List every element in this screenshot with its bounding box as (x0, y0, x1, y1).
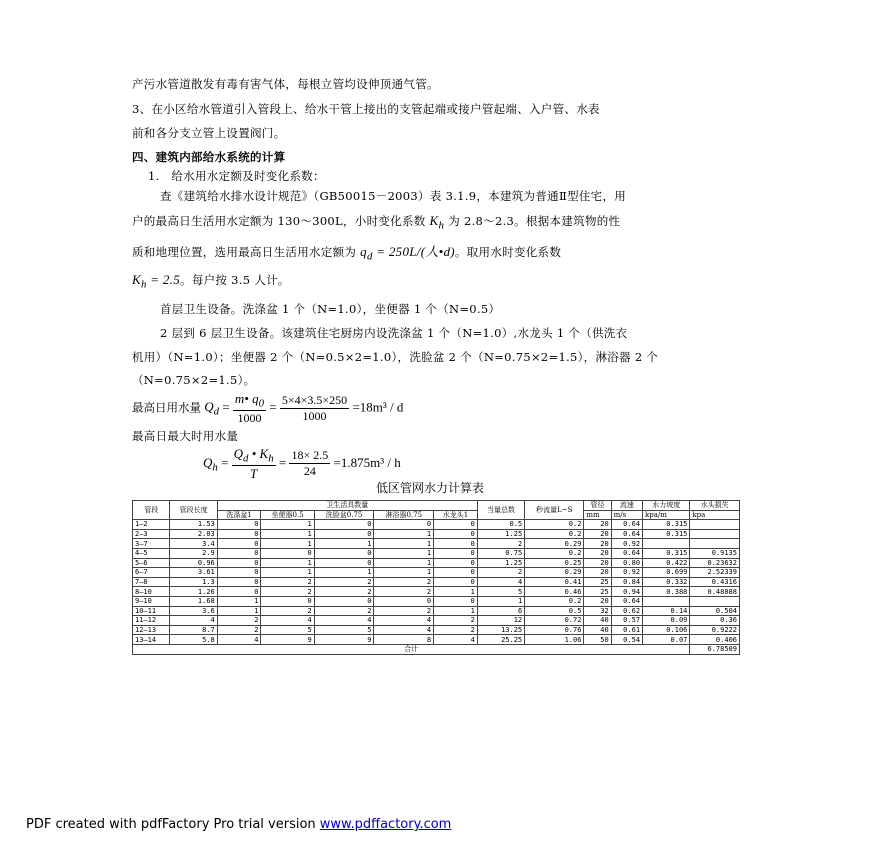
equals-sign: = (222, 399, 230, 415)
table-cell: 0.2 (525, 548, 584, 558)
table-cell: 4 (374, 616, 434, 626)
table-row (133, 635, 740, 645)
table-cell: 0.315 (643, 548, 690, 558)
table-cell: 9 (314, 635, 374, 645)
table-cell: 2 (434, 625, 478, 635)
table-cell: 0.36 (690, 616, 740, 626)
table-cell: 4 (217, 635, 261, 645)
table-cell: 0.699 (643, 568, 690, 578)
table-cell: 20 (584, 520, 611, 530)
table-cell: 0.406 (690, 635, 740, 645)
table-cell: 0.80 (611, 558, 642, 568)
paragraph-text: 户的最高日生活用水定额为 130～300L，小时变化系数 (132, 214, 430, 228)
paragraph-line: 前和各分支立管上设置阀门。 (132, 126, 286, 140)
table-cell: 1—2 (133, 520, 170, 530)
table-row (133, 606, 740, 616)
table-cell: 2 (477, 539, 524, 549)
table-cell: 0.54 (611, 635, 642, 645)
table-cell: 8.7 (170, 625, 217, 635)
table-row (133, 539, 740, 549)
table-cell: 0.106 (643, 625, 690, 635)
unit-gradient: kpa/m (643, 510, 690, 520)
table-cell: 20 (584, 548, 611, 558)
paragraph-line (132, 241, 561, 263)
table-cell: 0 (434, 539, 478, 549)
table-cell: 1 (314, 539, 374, 549)
math-symbol: K (132, 272, 141, 287)
table-cell: 12—13 (133, 625, 170, 635)
table-cell: 20 (584, 568, 611, 578)
table-row (133, 558, 740, 568)
table-cell: 2 (477, 568, 524, 578)
fraction (289, 448, 330, 479)
table-cell: 1 (374, 558, 434, 568)
paragraph-line: （N=0.75×2=1.5）。 (132, 373, 256, 387)
table-cell: 20 (584, 596, 611, 606)
paragraph-line: 2 层到 6 层卫生设备。该建筑住宅厨房内设洗涤盆 1 个（N=1.0）,水龙头 1 个（供洗衣 (160, 326, 628, 340)
table-cell: 1 (261, 539, 314, 549)
table-cell: 0.72 (525, 616, 584, 626)
table-cell: 0.422 (643, 558, 690, 568)
table-cell: 2—3 (133, 529, 170, 539)
table-cell: 3.4 (170, 539, 217, 549)
table-cell: 5 (477, 587, 524, 597)
table-cell: 0 (314, 548, 374, 558)
math-symbol: m• q (234, 391, 259, 406)
formula-lhs (203, 454, 218, 474)
table-cell: 0.84 (611, 577, 642, 587)
table-cell: 0.64 (611, 529, 642, 539)
fraction (280, 393, 349, 424)
paragraph-line: 3、在小区给水管道引入管段上、给水干管上接出的支管起端或接户管起端、入户管、水表 (132, 102, 600, 116)
table-cell: 1 (374, 568, 434, 578)
table-cell: 0 (434, 596, 478, 606)
table-cell: 0 (434, 520, 478, 530)
table-cell: 0.14 (643, 606, 690, 616)
paragraph-line: 查《建筑给水排水设计规范》（GB50015－2003）表 3.1.9，本建筑为普通Ⅱ型住宅，用 (160, 189, 627, 203)
table-cell: 11—12 (133, 616, 170, 626)
table-cell: 9 (261, 635, 314, 645)
table-cell: 0 (434, 568, 478, 578)
table-cell: 0 (217, 548, 261, 558)
table-cell: 1.06 (525, 635, 584, 645)
math-value: = 2.5 (146, 272, 181, 287)
col-header-fixture: 水龙头1 (434, 510, 478, 520)
col-header-fixtures: 卫生活具数量 (217, 501, 477, 511)
math-subscript: h (212, 461, 218, 474)
paragraph-text: 。每户按 3.5 人计。 (180, 273, 290, 287)
table-cell: 3—7 (133, 539, 170, 549)
table-cell: 0.64 (611, 596, 642, 606)
paragraph-line: 首层卫生设备。洗涤盆 1 个（N=1.0），坐便器 1 个（N=0.5） (160, 302, 501, 316)
table-cell: 1 (374, 548, 434, 558)
table-cell: 20 (584, 539, 611, 549)
table-cell: 0 (374, 520, 434, 530)
table-cell: 2.9 (170, 548, 217, 558)
formula-result: =18m³ / d (352, 399, 404, 415)
table-cell: 1.25 (477, 529, 524, 539)
table-cell: 40 (584, 625, 611, 635)
math-symbol: K (429, 213, 439, 228)
math-subscript: h (140, 278, 147, 291)
table-cell: 0.5 (525, 606, 584, 616)
table-cell: 0.2 (525, 520, 584, 530)
table-cell: 20 (584, 558, 611, 568)
table-cell: 0.315 (643, 529, 690, 539)
table-cell: 0 (217, 520, 261, 530)
table-cell (690, 520, 740, 530)
fraction-numerator: 18× 2.5 (291, 448, 329, 463)
table-cell: 4 (170, 616, 217, 626)
table-cell: 0.61 (611, 625, 642, 635)
table-cell: 0.2 (525, 529, 584, 539)
col-header-length: 管段长度 (170, 501, 217, 520)
table-cell: 20 (584, 529, 611, 539)
table-cell: 1.68 (170, 596, 217, 606)
table-cell: 3.61 (170, 568, 217, 578)
paragraph-text: 质和地理位置，选用最高日生活用水定额为 (132, 245, 361, 259)
footer-text: PDF created with pdfFactory Pro trial version (26, 817, 320, 832)
col-header-velocity: 流速 (611, 501, 642, 511)
math-symbol: Q (204, 399, 214, 415)
math-symbol: Q (203, 454, 213, 470)
table-cell: 0.92 (611, 539, 642, 549)
table-cell: 8 (374, 635, 434, 645)
table-cell: 0 (217, 568, 261, 578)
table-cell: 5 (261, 625, 314, 635)
formula-daily-water (132, 391, 403, 426)
table-cell: 1.26 (170, 587, 217, 597)
table-cell: 2 (261, 577, 314, 587)
math-subscript: d (243, 452, 249, 465)
footer-link[interactable]: www.pdffactory.com (319, 817, 452, 832)
fraction-numerator (232, 446, 276, 466)
formula-hourly-water (203, 446, 401, 482)
math-subscript: 0 (258, 397, 265, 410)
table-cell: 1 (261, 529, 314, 539)
table-cell: 0 (314, 558, 374, 568)
table-cell: 0.64 (611, 548, 642, 558)
math-subscript: h (438, 219, 445, 232)
table-row (133, 596, 740, 606)
fraction-denominator: 1000 (237, 410, 262, 425)
table-row (133, 587, 740, 597)
sum-value: 6.78509 (690, 644, 740, 654)
table-cell: 0 (434, 558, 478, 568)
col-header-diameter: 管径 (584, 501, 611, 511)
fraction-denominator: 1000 (302, 408, 327, 423)
table-row (133, 520, 740, 530)
table-header-row (133, 501, 740, 511)
table-cell: 2 (314, 587, 374, 597)
table-cell: 0 (434, 548, 478, 558)
table-cell: 0 (314, 529, 374, 539)
table-cell: 0.57 (611, 616, 642, 626)
pdf-footer (26, 817, 451, 832)
col-header-flow: 秒流量L~S (525, 501, 584, 520)
table-cell: 0.388 (643, 587, 690, 597)
unit-diameter: mm (584, 510, 611, 520)
paragraph-text: 为 2.8～2.3。根据本建筑物的性 (444, 214, 621, 228)
table-cell: 2 (261, 606, 314, 616)
table-cell: 25 (584, 587, 611, 597)
col-header-fixture: 坐便器0.5 (261, 510, 314, 520)
table-cell: 2 (374, 577, 434, 587)
table-cell: 0 (261, 596, 314, 606)
math-subscript: h (268, 452, 274, 465)
table-cell: 0.4316 (690, 577, 740, 587)
table-cell: 0 (217, 539, 261, 549)
table-cell: 25 (584, 577, 611, 587)
table-cell: 2 (314, 606, 374, 616)
hydraulic-calc-table (132, 500, 740, 655)
table-cell (690, 596, 740, 606)
table-cell: 4 (314, 616, 374, 626)
formula-lhs (204, 399, 220, 418)
math-symbol: q (360, 244, 367, 259)
table-cell: 0 (314, 520, 374, 530)
table-cell: 5 (314, 625, 374, 635)
table-cell: 1.25 (477, 558, 524, 568)
table-cell: 8—10 (133, 587, 170, 597)
table-cell: 0.09 (643, 616, 690, 626)
table-cell: 1 (434, 587, 478, 597)
paragraph-text: 。取用水时变化系数 (454, 245, 562, 259)
equals-sign: = (269, 399, 277, 415)
table-cell: 0.2 (525, 596, 584, 606)
col-header-fixture: 洗涤盆1 (217, 510, 261, 520)
unit-headloss: kpa (690, 510, 740, 520)
table-cell: 7—8 (133, 577, 170, 587)
table-row (133, 529, 740, 539)
table-cell: 0.41 (525, 577, 584, 587)
table-cell: 6 (477, 606, 524, 616)
fraction-numerator: 5×4×3.5×250 (281, 392, 348, 407)
table-cell: 4 (477, 577, 524, 587)
table-cell: 0.62 (611, 606, 642, 616)
col-header-segment: 管段 (133, 501, 170, 520)
table-cell: 40 (584, 616, 611, 626)
table-cell: 1.53 (170, 520, 217, 530)
table-title: 低区管网水力计算表 (376, 481, 485, 495)
table-cell: 13—14 (133, 635, 170, 645)
table-cell: 1 (261, 568, 314, 578)
table-cell: 0.9222 (690, 625, 740, 635)
table-cell: 0.92 (611, 568, 642, 578)
col-header-total: 当量总数 (477, 501, 524, 520)
table-cell: 0.96 (170, 558, 217, 568)
table-cell: 2.52339 (690, 568, 740, 578)
table-cell: 0 (261, 548, 314, 558)
table-cell: 0.5 (477, 520, 524, 530)
table-cell: 1 (261, 558, 314, 568)
table-cell: 0.25 (525, 558, 584, 568)
table-cell: 32 (584, 606, 611, 616)
table-cell: 1 (477, 596, 524, 606)
table-cell: 0.29 (525, 568, 584, 578)
table-cell: 0.315 (643, 520, 690, 530)
table-cell: 0.46 (525, 587, 584, 597)
col-header-fixture: 淋浴器0.75 (374, 510, 434, 520)
table-cell: 2 (261, 587, 314, 597)
formula-result: =1.875m³ / h (333, 454, 401, 470)
table-cell: 2 (374, 587, 434, 597)
table-cell: 0.332 (643, 577, 690, 587)
table-cell: 2 (434, 616, 478, 626)
table-row (133, 616, 740, 626)
table-cell: 0.9135 (690, 548, 740, 558)
unit-velocity: m/s (611, 510, 642, 520)
table-cell: 0 (217, 558, 261, 568)
table-cell: 4 (374, 625, 434, 635)
table-cell: 0 (434, 577, 478, 587)
fraction (233, 391, 266, 426)
table-cell: 2 (217, 625, 261, 635)
table-cell: 0.07 (643, 635, 690, 645)
table-cell: 1 (434, 606, 478, 616)
table-cell: 1.3 (170, 577, 217, 587)
table-cell: 6—7 (133, 568, 170, 578)
fraction (232, 446, 276, 482)
table-cell: 0.64 (611, 520, 642, 530)
table-cell: 0.23632 (690, 558, 740, 568)
equals-sign: = (278, 454, 287, 470)
table-cell: 1 (314, 568, 374, 578)
table-row (133, 548, 740, 558)
table-cell: 0 (434, 529, 478, 539)
table-cell: 0 (374, 596, 434, 606)
table-cell: 1 (217, 596, 261, 606)
table-cell: 0.75 (477, 548, 524, 558)
fraction-denominator: 24 (303, 464, 316, 479)
table-cell: 0 (217, 587, 261, 597)
table-cell: 2.03 (170, 529, 217, 539)
col-header-headloss: 水头损失 (690, 501, 740, 511)
table-cell: 0.76 (525, 625, 584, 635)
table-row (133, 568, 740, 578)
table-cell: 0.504 (690, 606, 740, 616)
table-cell: 4 (261, 616, 314, 626)
table-cell: 2 (217, 616, 261, 626)
table-cell: 5—6 (133, 558, 170, 568)
table-cell: 3.6 (170, 606, 217, 616)
math-kh-value (132, 272, 181, 291)
col-header-gradient: 水力坡度 (643, 501, 690, 511)
section-heading: 四、建筑内部给水系统的计算 (132, 150, 286, 164)
table-cell: 2 (374, 606, 434, 616)
fraction-numerator (233, 391, 266, 411)
paragraph-line: 机用）（N=1.0）；坐便器 2 个（N=0.5×2=1.0），洗脸盆 2 个（N=0.75×2=1.5），淋浴器 2 个 (132, 350, 659, 364)
math-subscript: d (366, 250, 373, 263)
formula-label: 最高日最大时用水量 (132, 429, 239, 443)
table-cell (643, 596, 690, 606)
table-sum-row (133, 644, 740, 654)
table-body (133, 520, 740, 645)
table-cell: 4—5 (133, 548, 170, 558)
table-cell: 1 (261, 520, 314, 530)
table-cell: 25.25 (477, 635, 524, 645)
table-cell: 2 (314, 577, 374, 587)
table-cell: 12 (477, 616, 524, 626)
table-cell: 10—11 (133, 606, 170, 616)
table-row (133, 577, 740, 587)
math-qd (360, 244, 455, 263)
table-cell: 0.29 (525, 539, 584, 549)
formula-label: 最高日用水量 (132, 400, 201, 415)
table-cell: 0 (217, 529, 261, 539)
paragraph-line (132, 213, 620, 232)
math-symbol: • K (248, 446, 269, 461)
table-cell: 50 (584, 635, 611, 645)
math-symbol: Q (233, 446, 244, 461)
table-cell: 9—10 (133, 596, 170, 606)
math-value: = 250L/(人•d) (372, 244, 455, 259)
table-cell: 1 (374, 539, 434, 549)
table-cell: 4 (434, 635, 478, 645)
table-cell: 0.48888 (690, 587, 740, 597)
col-header-fixture: 洗脸盆0.75 (314, 510, 374, 520)
sum-label: 合计 (133, 644, 690, 654)
table-cell (690, 529, 740, 539)
table-cell: 0.94 (611, 587, 642, 597)
table-cell (690, 539, 740, 549)
subsection-heading: 1. 给水用水定额及时变化系数： (148, 169, 325, 183)
paragraph-line (132, 272, 290, 291)
equals-sign: = (221, 454, 229, 470)
table-cell: 0 (314, 596, 374, 606)
table-cell (643, 539, 690, 549)
table-cell: 5.8 (170, 635, 217, 645)
table-cell: 1 (217, 606, 261, 616)
fraction-denominator: T (250, 465, 258, 481)
table-row (133, 625, 740, 635)
table-cell: 13.25 (477, 625, 524, 635)
table-cell: 1 (374, 529, 434, 539)
math-kh (429, 213, 445, 232)
math-subscript: d (213, 405, 220, 418)
table-cell: 0 (217, 577, 261, 587)
paragraph-line: 产污水管道散发有毒有害气体，每根立管均设伸顶通气管。 (132, 77, 439, 91)
